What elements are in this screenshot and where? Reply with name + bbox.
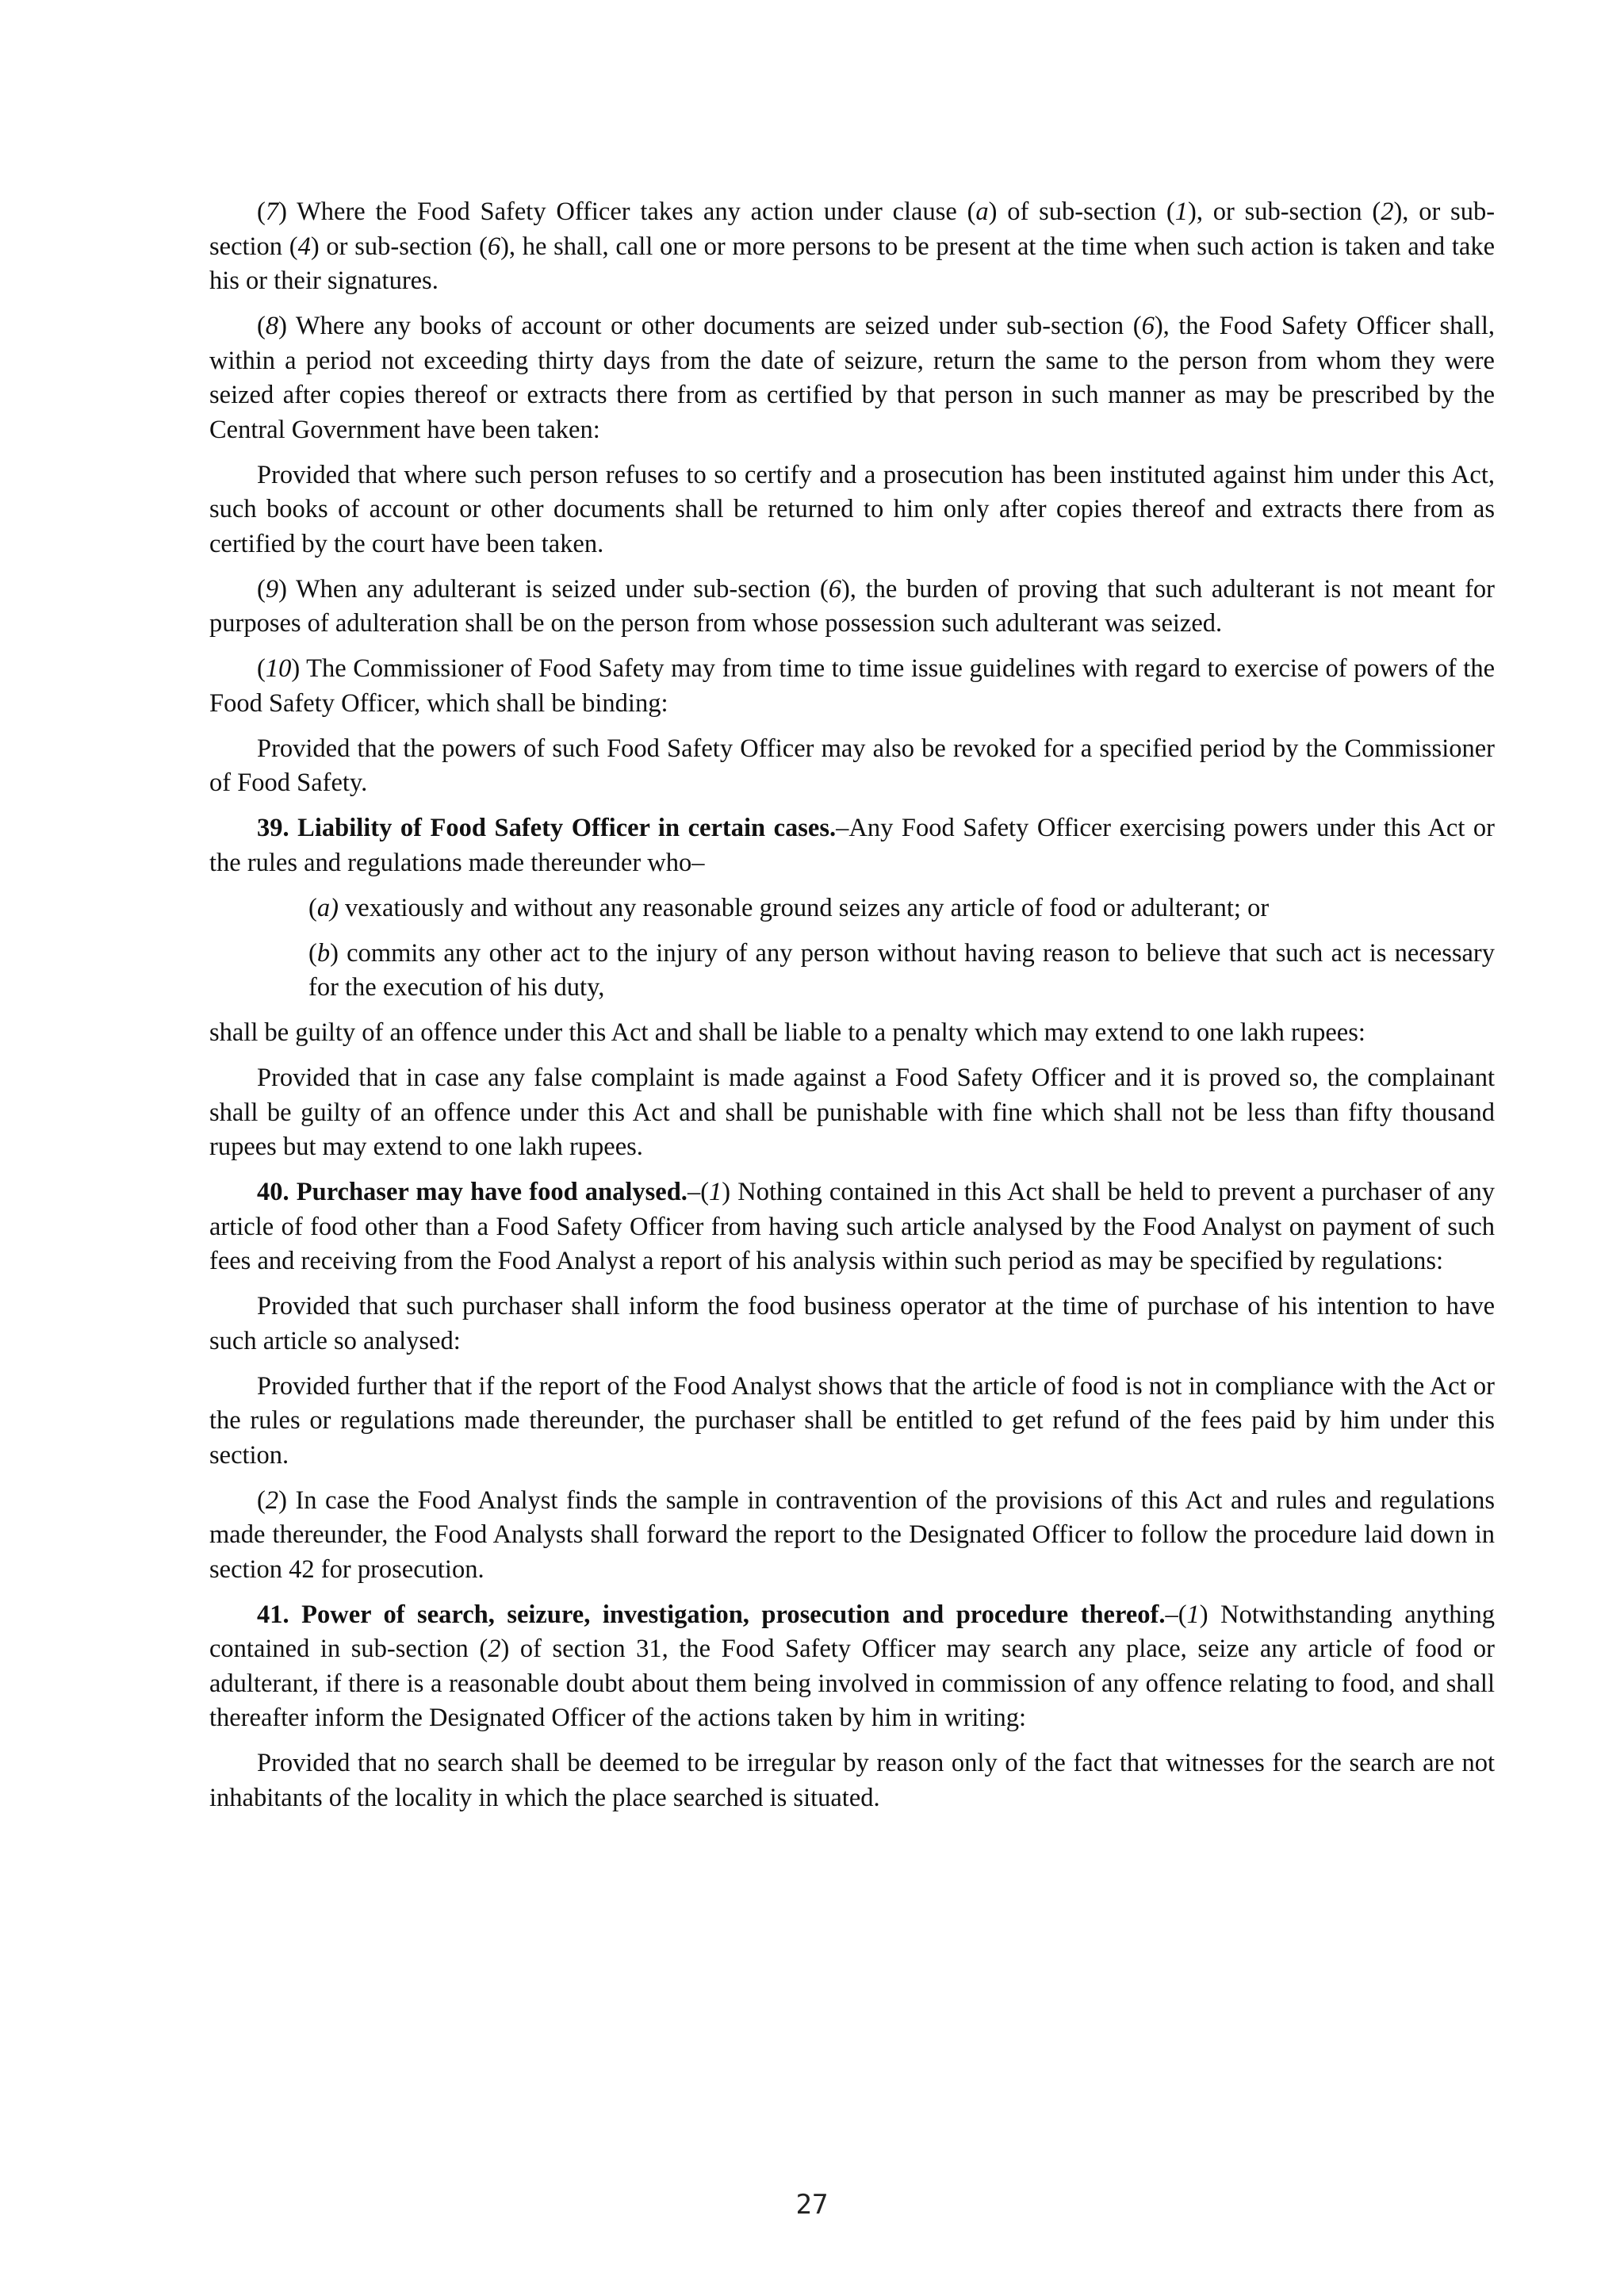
paragraph-s39: 39. Liability of Food Safety Officer in certain cases.–Any Food Safety Officer exercising powers under this Act or the rules and regulations made thereunder who– (209, 814, 1495, 877)
paragraph-p10-proviso: Provided that the powers of such Food Safety Officer may also be revoked for a specified period by the Commissioner of Food Safety. (209, 734, 1495, 797)
paragraph-s39-proviso: Provided that in case any false complaint is made against a Food Safety Officer and it is proved so, the complainant shall be guilty of an offence under this Act and shall be punishable with fine which shall not be less than fifty thousand rupees but may extend to one lakh rupees. (209, 1064, 1495, 1161)
paragraph-s39-tail: shall be guilty of an offence under this Act and shall be liable to a penalty which may extend to one lakh rupees: (209, 1018, 1365, 1047)
paragraph-s39-b: (b) commits any other act to the injury of any person without having reason to believe that such act is necessary for the execution of his duty, (308, 938, 1495, 1002)
paragraph-s40-proviso-1: Provided that such purchaser shall inform the food business operator at the time of purchase of his intention to have such article so analysed: (209, 1292, 1495, 1355)
paragraph-s40: 40. Purchaser may have food analysed.–(1) Nothing contained in this Act shall be held to prevent a purchaser of any article of food other than a Food Safety Officer from having such article analysed by the Food Analyst on payment of such fees and receiving from the Food Analyst a report of his analysis within such period as may be specified by regulations: (209, 1178, 1495, 1275)
paragraph-p10: (10) The Commissioner of Food Safety may from time to time issue guidelines with regard to exercise of powers of the Food Safety Officer, which shall be binding: (209, 654, 1495, 718)
paragraph-s41: 41. Power of search, seizure, investigation, prosecution and procedure thereof.–(1) Notwithstanding anything contained in sub-section (2) of section 31, the Food Safety Officer may search any place, seize any article of food or adulterant, if there is a reasonable doubt about them being involved in commission of any offence relating to food, and shall thereafter inform the Designated Officer of the actions taken by him in writing: (209, 1600, 1496, 1732)
paragraph-s40-proviso-2: Provided further that if the report of the Food Analyst shows that the article of food is not in compliance with the Act or the rules or regulations made thereunder, the purchaser shall be entitled to get refund of the fees paid by him under this section. (209, 1371, 1495, 1470)
paragraph-p9: (9) When any adulterant is seized under sub-section (6), the burden of proving that such adulterant is not meant for purposes of adulteration shall be on the person from whose possession such adulterant was seized. (209, 574, 1495, 638)
paragraph-p7: (7) Where the Food Safety Officer takes any action under clause (a) of sub-section (1), or sub-section (2), or sub-section (4) or sub-section (6), he shall, call one or more persons to be present at the time when such action is taken and take his or their signatures. (209, 197, 1496, 295)
paragraph-p8: (8) Where any books of account or other documents are seized under sub-section (6), the Food Safety Officer shall, within a period not exceeding thirty days from the date of seizure, return the same to the person from whom they were seized after copies thereof or extracts there from as certified by that person in such manner as may be prescribed by the Central Government have been taken: (209, 312, 1495, 444)
document-body (209, 195, 1495, 1826)
paragraph-p8-proviso: Provided that where such person refuses to so certify and a prosecution has been instituted against him under this Act, such books of account or other documents shall be returned to him only after copies thereof and extracts there from as certified by the court have been taken. (209, 460, 1495, 558)
page-number: 27 (795, 2189, 829, 2221)
paragraph-s39-a: (a) vexatiously and without any reasonable ground seizes any article of food or adulterant; or (308, 893, 1270, 922)
paragraph-s41-proviso: Provided that no search shall be deemed to be irregular by reason only of the fact that witnesses for the search are not inhabitants of the locality in which the place searched is situated. (209, 1749, 1495, 1812)
paragraph-s40-2: (2) In case the Food Analyst finds the sample in contravention of the provisions of this Act and rules and regulations made thereunder, the Food Analysts shall forward the report to the Designated Officer to follow the procedure laid down in section 42 for prosecution. (209, 1485, 1495, 1584)
